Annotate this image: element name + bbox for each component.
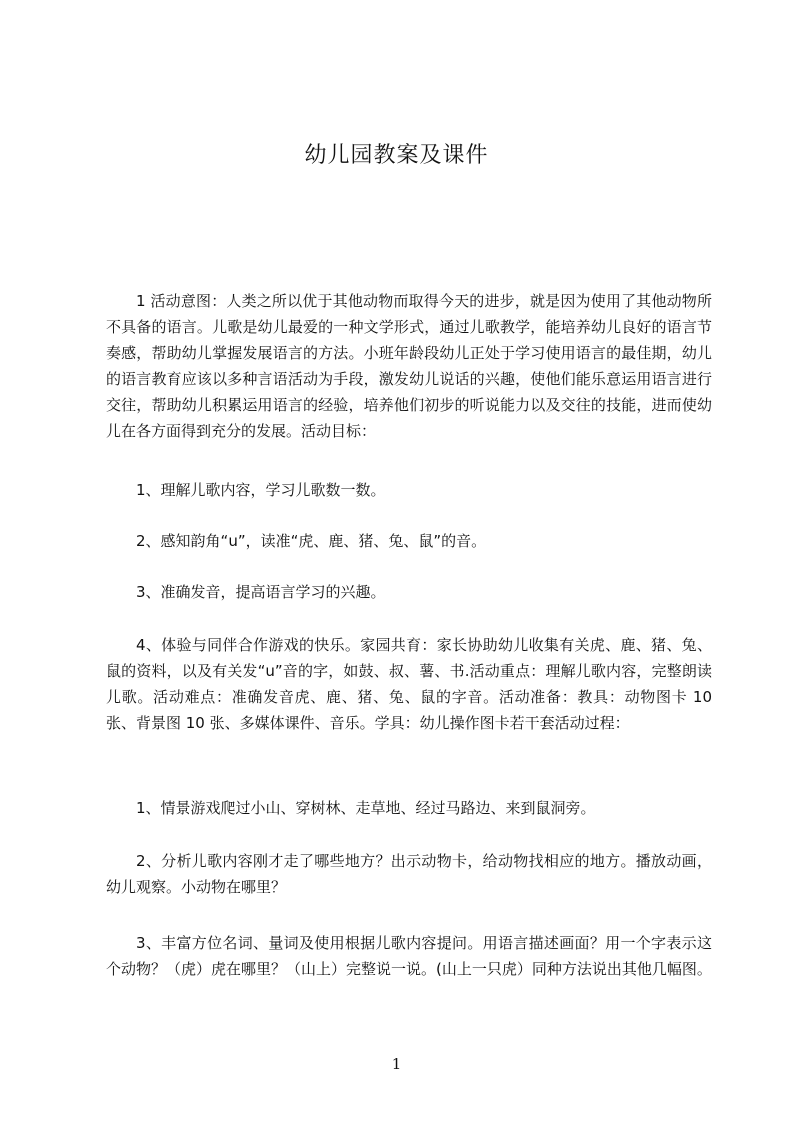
paragraph-process-3: 3、丰富方位名词、量词及使用根据儿歌内容提问。用语言描述画面？用一个字表示这个动物？（虎）虎在哪里？（山上）完整说一说。(山上一只虎）同种方法说出其他几幅图。 <box>106 934 712 978</box>
paragraph-goal-2: 2、感知韵角“u”，读准“虎、鹿、猪、兔、鼠”的音。 <box>136 532 487 550</box>
paragraph-goal-1: 1、理解儿歌内容，学习儿歌数一数。 <box>136 481 386 499</box>
document-title: 幼儿园教案及课件 <box>304 143 489 168</box>
paragraph-process-2: 2、分析儿歌内容刚才走了哪些地方？出示动物卡，给动物找相应的地方。播放动画，幼儿观察。小动物在哪里？ <box>106 852 712 896</box>
paragraph-goal-4: 4、体验与同伴合作游戏的快乐。家园共育：家长协助幼儿收集有关虎、鹿、猪、兔、鼠的资料，以及有关发“u”音的字，如鼓、叔、薯、书.活动重点：理解儿歌内容，完整朗读儿歌。活动难点：准确发音虎、鹿、猪、兔、鼠的字音。活动准备：教具：动物图卡 10 张、背景图 10 张、多媒体课件、音乐。学具：幼儿操作图卡若干套活动过程： <box>106 636 712 732</box>
paragraph-process-1: 1、情景游戏爬过小山、穿树林、走草地、经过马路边、来到鼠洞旁。 <box>136 799 596 817</box>
page-number: 1 <box>391 1055 402 1073</box>
paragraph-activity-intent: 1 活动意图：人类之所以优于其他动物而取得今天的进步，就是因为使用了其他动物所不具备的语言。儿歌是幼儿最爱的一种文学形式，通过儿歌教学，能培养幼儿良好的语言节奏感，帮助幼儿掌握发展语言的方法。小班年龄段幼儿正处于学习使用语言的最佳期，幼儿的语言教育应该以多种言语活动为手段，激发幼儿说话的兴趣，使他们能乐意运用语言进行交往，帮助幼儿积累运用语言的经验，培养他们初步的听说能力以及交往的技能，进而使幼儿在各方面得到充分的发展。活动目标： <box>106 292 712 440</box>
paragraph-goal-3: 3、准确发音，提高语言学习的兴趣。 <box>136 583 386 601</box>
